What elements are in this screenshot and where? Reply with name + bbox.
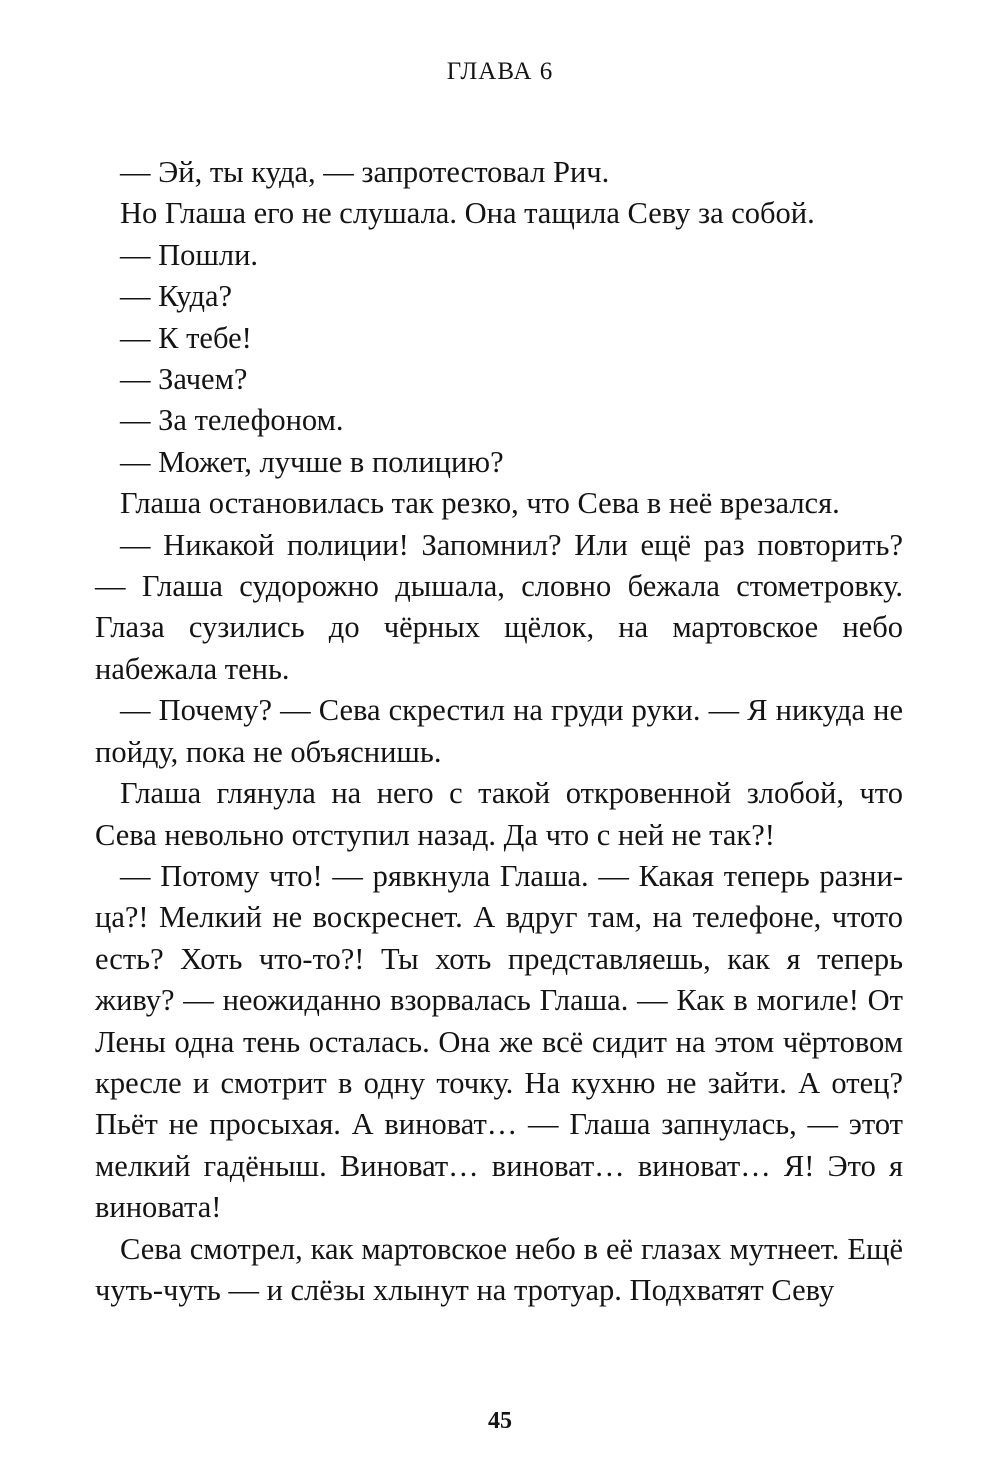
paragraph: — Зачем? — [120, 362, 248, 397]
paragraph: — Может, лучше в полицию? — [120, 444, 504, 479]
chapter-heading: ГЛАВА 6 — [446, 58, 554, 85]
paragraph: — Эй, ты куда, — запротестовал Рич. — [120, 155, 610, 189]
paragraph: — Никакой полиции! Запомнил? Или ещё раз повторить? — Глаша судорожно дышала, словно бежала стометровку. Глаза сузились до чёрных щёлок, на мартовское небо набежала тень. — [95, 527, 903, 686]
paragraph: — Почему? — Сева скрестил на груди руки. — Я никуда не пойду, пока не объяснишь. — [95, 693, 903, 769]
paragraph: — Пошли. — [120, 237, 259, 272]
paragraph: — Куда? — [120, 279, 233, 314]
paragraph: — Потому что! — рявкнула Глаша. — Какая теперь разница?! Мелкий не воскреснет. А вдруг там, на телефоне, чтото есть? Хоть что-то?! Ты хоть представляешь, как я теперь живу? — неожиданно взорвалась Глаша. — Как в могиле! От Лены одна тень осталась. Она же всё сидит на этом чёртовом кресле и смотрит в одну точку. На кухню не зайти. А отец? Пьёт не просыхая. А виноват… — Глаша запнулась, — этот мелкий гадёныш. Виноват… виноват… виноват… Я! Это я виновата! — [95, 858, 903, 1225]
paragraph: Глаша остановилась так резко, что Сева в неё врезался. — [120, 486, 840, 521]
paragraph: Но Глаша его не слушала. Она тащила Севу за собой. — [120, 196, 815, 231]
page-number: 45 — [488, 1408, 512, 1434]
paragraph: — К тебе! — [120, 320, 252, 355]
paragraph: Глаша глянула на него с такой откровенной злобой, что Сева невольно отступил назад. Да что с ней не так?! — [95, 776, 903, 852]
paragraph: — За телефоном. — [120, 403, 344, 438]
paragraph: Сева смотрел, как мартовское небо в её глазах мутнеет. Ещё чуть-чуть — и слёзы хлынут на тротуар. Подхватят Севу — [95, 1231, 903, 1307]
body-text — [95, 152, 903, 1311]
